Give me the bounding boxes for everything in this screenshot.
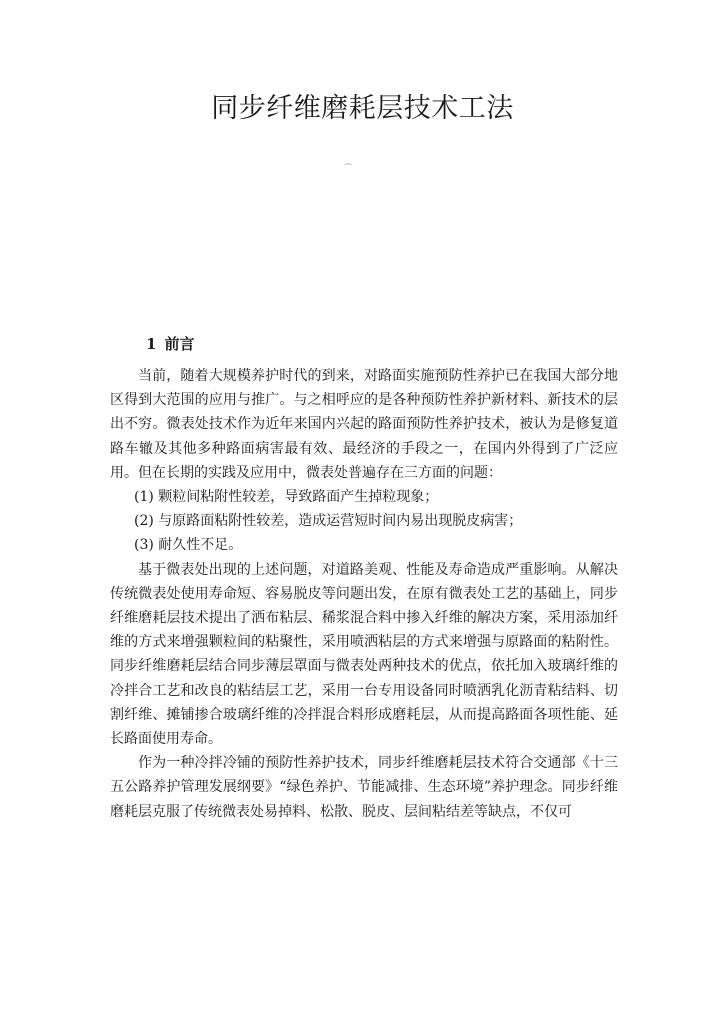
body-text xyxy=(110,364,618,824)
paragraph: 基于微表处出现的上述问题，对道路美观、性能及寿命造成严重影响。从解决传统微表处使用寿命短、容易脱皮等问题出发，在原有微表处工艺的基础上，同步纤维磨耗层技术提出了洒布粘层、稀浆混合料中掺入纤维的解决方案，采用添加纤维的方式来增强颗粒间的粘聚性，采用喷洒粘层的方式来增强与原路面的粘附性。同步纤维磨耗层结合同步薄层罩面与微表处两种技术的优点，依托加入玻璃纤维的冷拌合工艺和改良的粘结层工艺，采用一台专用设备同时喷洒乳化沥青粘结料、切割纤维、摊铺掺合玻璃纤维的冷拌混合料形成磨耗层，从而提高路面各项性能、延长路面使用寿命。 xyxy=(110,561,618,748)
list-item: (3) 耐久性不足。 xyxy=(134,537,243,554)
paragraph: 当前，随着大规模养护时代的到来，对路面实施预防性养护已在我国大部分地区得到大范围的应用与推广。与之相呼应的是各种预防性养护新材料、新技术的层出不穷。微表处技术作为近年来国内兴起的路面预防性养护技术，被认为是修复道路车辙及其他多种路面病害最有效、最经济的手段之一，在国内外得到了广泛应用。但在长期的实践及应用中，微表处普遍存在三方面的问题： xyxy=(110,368,618,481)
paragraph: 作为一种冷拌冷铺的预防性养护技术，同步纤维磨耗层技术符合交通部《十三五公路养护管理发展纲要》“绿色养护、节能减排、生态环境”养护理念。同步纤维磨耗层克服了传统微表处易掉料、松散、脱皮、层间粘结差等缺点，不仅可 xyxy=(110,755,618,820)
section-number: 1 xyxy=(146,335,157,353)
section-title: 前言 xyxy=(164,335,195,353)
document-title: 同步纤维磨耗层技术工法 xyxy=(211,93,514,124)
decorative-mark: ⁀ xyxy=(345,164,352,173)
section-heading xyxy=(146,333,194,354)
list-item: (1) 颗粒间粘附性较差，导致路面产生掉粒现象； xyxy=(134,489,439,506)
list-item: (2) 与原路面粘附性较差，造成运营短时间内易出现脱皮病害； xyxy=(134,513,523,530)
